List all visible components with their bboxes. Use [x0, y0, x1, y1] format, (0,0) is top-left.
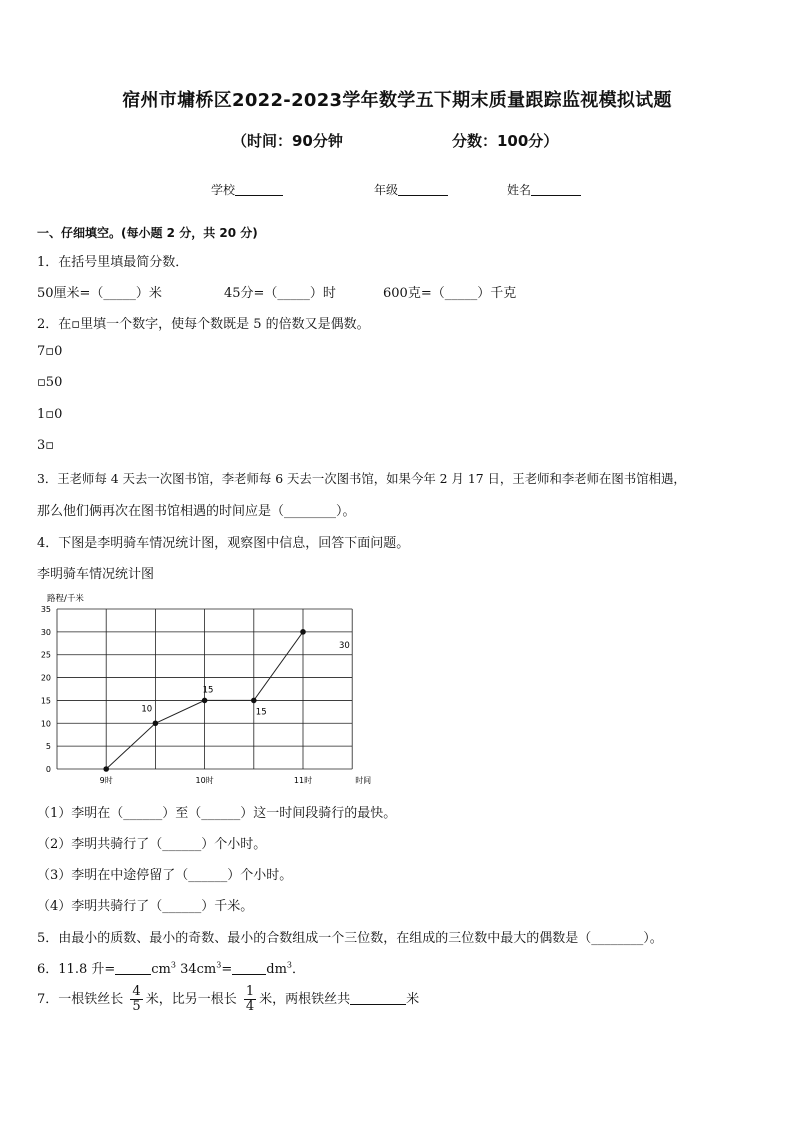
y-tick-label: 25 [40, 650, 51, 660]
fraction-4-5 [130, 985, 142, 1014]
data-label: 15 [255, 707, 267, 718]
y-tick-label: 35 [40, 605, 51, 614]
q7-text [37, 985, 419, 1014]
q6-pre: 6．11.8 升= [37, 962, 116, 977]
y-tick-label: 5 [45, 742, 51, 752]
q2-item: 1▫0 [37, 407, 63, 422]
q1-b: 45分=（_____）时 [224, 286, 336, 301]
q3-line2: 那么他们俩再次在图书馆相遇的时间应是（________）。 [37, 504, 356, 519]
q7-pre: 7．一根铁丝长 [37, 992, 124, 1007]
q4-sub3: （3）李明在中途停留了（______）个小时。 [37, 868, 293, 883]
exam-title: 宿州市墉桥区2022-2023学年数学五下期末质量跟踪监视模拟试题 [122, 90, 672, 111]
frac2-num: 1 [245, 984, 255, 999]
data-label: 30 [339, 640, 350, 651]
q3-line1: 3．王老师每 4 天去一次图书馆，李老师每 6 天去一次图书馆，如果今年 2 月 17 日，王老师和李老师在图书馆相遇， [37, 471, 686, 486]
q1-c: 600克=（_____）千克 [383, 286, 517, 301]
exam-time-score [232, 130, 559, 151]
q4-sub2: （2）李明共骑行了（______）个小时。 [37, 837, 267, 852]
data-label: 10 [141, 704, 153, 715]
q6-sup3: 3 [286, 960, 292, 970]
grade-blank[interactable] [398, 195, 448, 196]
y-axis-title: 路程/千米 [47, 594, 84, 604]
section-heading: 一、仔细填空。(每小题 2 分，共 20 分) [37, 226, 258, 240]
q2-stem: 2．在▫里填一个数字，使每个数既是 5 的倍数又是偶数。 [37, 317, 370, 332]
y-tick-label: 15 [40, 696, 51, 706]
q7-post: 米，两根铁丝共 [259, 992, 351, 1007]
q6-end: dm [266, 962, 287, 977]
frac1-den: 5 [132, 999, 141, 1014]
q4-stem: 4．下图是李明骑车情况统计图，观察图中信息，回答下面问题。 [37, 536, 410, 551]
q6-mid1: cm [151, 962, 171, 977]
data-point [103, 766, 109, 772]
frac1-num: 4 [132, 984, 141, 999]
y-tick-label: 30 [40, 627, 51, 637]
q6-mid2: 34cm [175, 962, 217, 977]
q7-unit: 米 [406, 992, 420, 1007]
grade-label: 年级 [374, 183, 399, 197]
q6-blank-1[interactable] [115, 974, 151, 975]
x-tick-label: 9时 [99, 776, 113, 785]
q1-stem: 1．在括号里填最简分数． [37, 255, 189, 270]
q6-mid3: = [221, 962, 233, 977]
grade-field [374, 181, 448, 198]
q6-sup2: 3 [216, 960, 222, 970]
q6-sup1: 3 [170, 960, 176, 970]
q2-item: 7▫0 [37, 344, 63, 359]
q4-sub1: （1）李明在（______）至（______）这一时间段骑行的最快。 [37, 806, 397, 821]
q2-item: ▫50 [37, 375, 63, 390]
q7-blank[interactable] [350, 1004, 406, 1005]
name-field [507, 181, 581, 198]
exam-score: 分数：100分） [452, 132, 559, 150]
x-axis-title: 时间 [355, 776, 372, 785]
q7-mid: 米，比另一根长 [145, 992, 237, 1007]
exam-time: （时间：90分钟 [232, 132, 343, 150]
school-label: 学校 [211, 183, 236, 197]
data-label: 15 [202, 685, 214, 696]
school-blank[interactable] [235, 195, 283, 196]
y-tick-label: 0 [45, 765, 51, 774]
line-chart [30, 588, 430, 798]
x-tick-label: 11时 [293, 776, 313, 785]
q1-a: 50厘米=（_____）米 [37, 286, 162, 301]
chart-caption: 李明骑车情况统计图 [37, 567, 155, 582]
data-point [202, 698, 208, 704]
q2-item: 3▫ [37, 438, 55, 453]
y-tick-label: 10 [40, 719, 51, 729]
y-tick-label: 20 [40, 673, 51, 683]
school-field [211, 181, 283, 198]
data-point [251, 698, 257, 704]
q6-blank-2[interactable] [232, 974, 266, 975]
data-point [300, 629, 306, 635]
x-tick-label: 10时 [195, 776, 214, 785]
frac2-den: 4 [245, 999, 255, 1014]
q4-sub4: （4）李明共骑行了（______）千米。 [37, 899, 254, 914]
data-point [153, 720, 159, 726]
q6-tail: ． [292, 962, 306, 977]
name-blank[interactable] [531, 195, 581, 196]
q5-text: 5．由最小的质数、最小的奇数、最小的合数组成一个三位数，在组成的三位数中最大的偶数是（________）。 [37, 931, 663, 946]
q6-text [37, 958, 305, 977]
name-label: 姓名 [507, 183, 532, 197]
fraction-1-4 [244, 985, 256, 1014]
